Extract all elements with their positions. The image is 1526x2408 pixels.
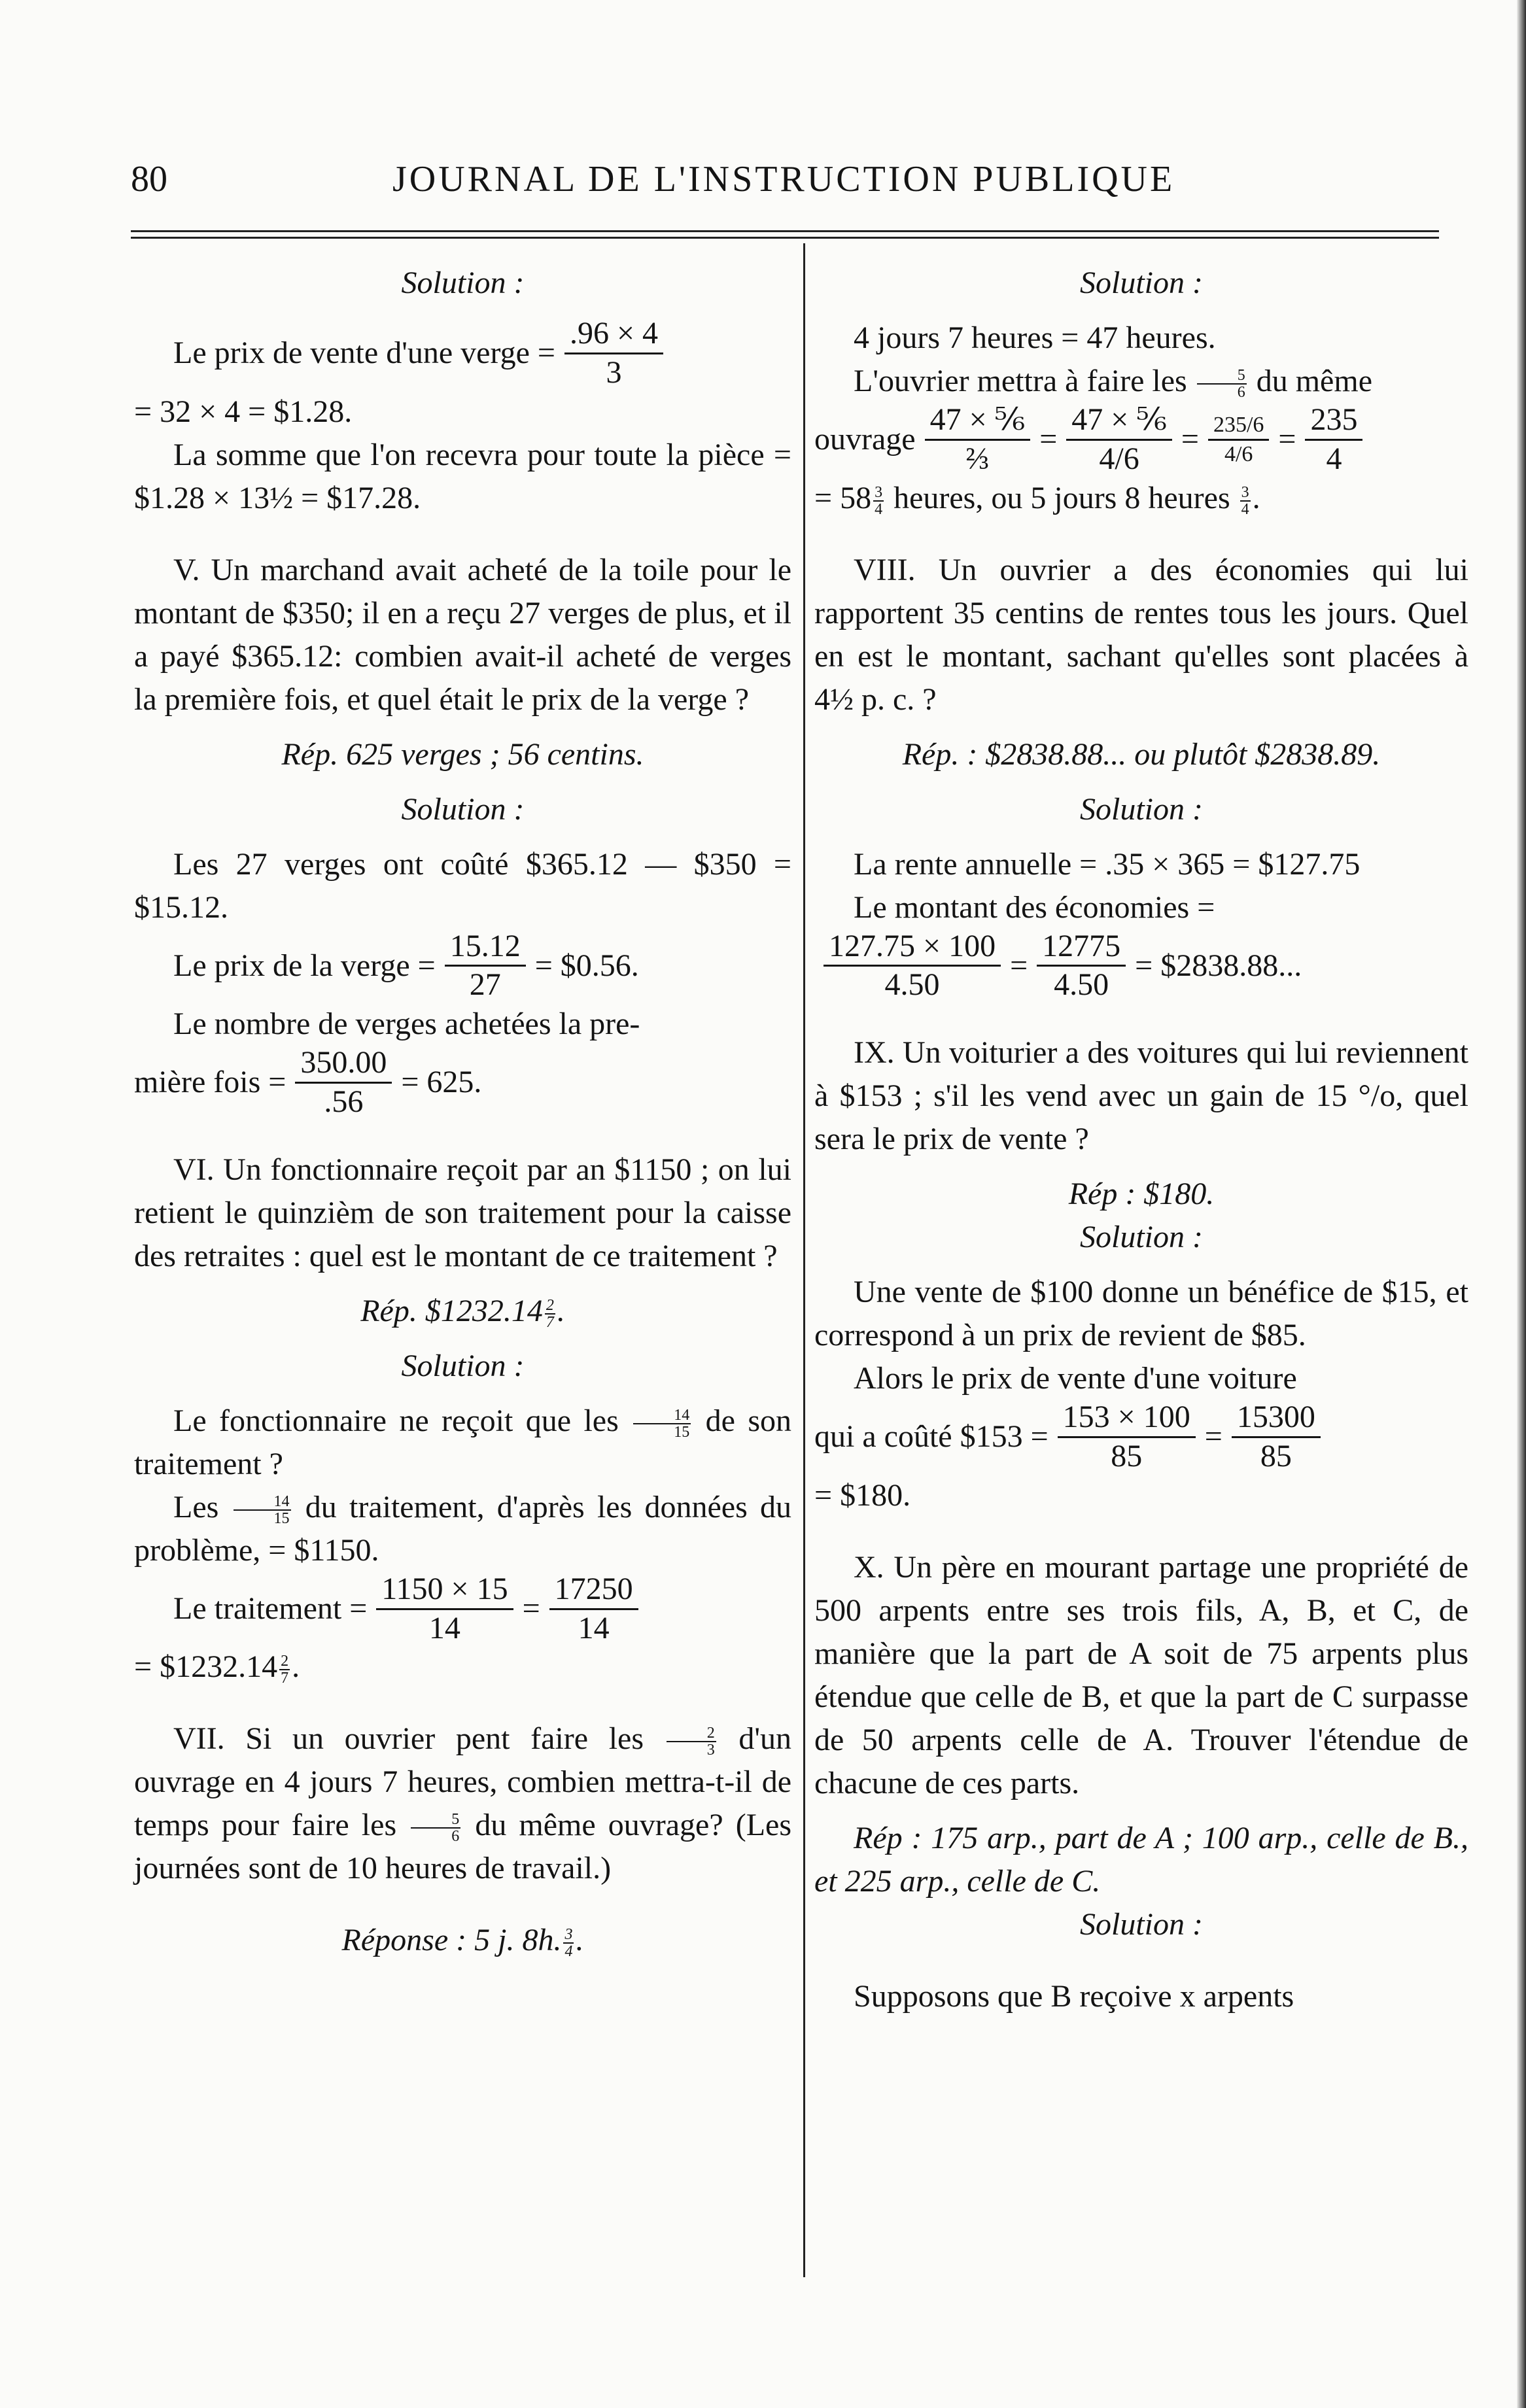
fraction: $\frac{\text{47 × ⅚}}{4/6}$: [1066, 403, 1172, 477]
journal-title: JOURNAL DE L'INSTRUCTION PUBLIQUE: [392, 159, 1175, 199]
solution-heading: Solution :: [1080, 1220, 1203, 1255]
equation-line: qui a coûté $153 = $\frac{153 \times 100}{85}$ = $\frac{15300}{85}$: [814, 1400, 1468, 1474]
text-line: La rente annuelle = .35 × 365 = $127.75: [854, 846, 1361, 882]
fraction: $\frac{12775}{4.50}$: [1037, 929, 1126, 1003]
book-edge-shadow: [1517, 0, 1526, 2408]
fraction: $\frac{153 \times 100}{85}$: [1058, 1400, 1196, 1474]
answer-VII: Réponse : 5 j. 8h. $\frac{3}{4}$ .: [341, 1923, 584, 1961]
fraction: $\frac{15300}{85}$: [1232, 1400, 1321, 1474]
equation-line: Le prix de la verge = $\frac{15.12}{27}$ = $0.56.: [173, 928, 639, 1003]
fraction: $\frac{127.75 \times 100}{4.50}$: [824, 929, 1001, 1003]
text-line: = $1232.14 $\frac{2}{7}$ .: [134, 1649, 300, 1687]
answer-VIII: Rép. : $2838.88... ou plutôt $2838.89.: [902, 736, 1381, 772]
solution-heading: Solution :: [1080, 791, 1203, 827]
answer-VI: Rép. $1232.14 $\frac{2}{7}$ .: [360, 1293, 565, 1331]
equation-line: mière fois = $\frac{350.00}{.56}$ = 625.: [134, 1045, 482, 1119]
text-line: = $180.: [814, 1477, 911, 1513]
header-rule-bottom: [131, 237, 1439, 239]
paragraph: Une vente de $100 donne un bénéfice de $15, et correspond à un prix de revient de $85.: [814, 1275, 1468, 1353]
right-column: [814, 262, 1468, 2018]
paragraph: Les $\frac{14}{15}$ du traitement, d'après les données du problème, = $1150.: [134, 1489, 792, 1568]
equation-line: Le prix de vente d'une verge = $\frac{.96 \times 4}{3}$: [134, 317, 791, 390]
equation-line: Le traitement = $\frac{1150 \times 15}{14}$ = $\frac{17250}{14}$: [134, 1572, 791, 1646]
fraction: $\frac{17250}{14}$: [549, 1572, 638, 1646]
text-line: = 58 $\frac{3}{4}$ heures, ou 5 jours 8 heures $\frac{3}{4}$ .: [814, 480, 1260, 518]
fraction: $\frac{235}{4}$: [1305, 403, 1362, 477]
answer-V: Rép. 625 verges ; 56 centins.: [281, 736, 644, 772]
paragraph: Les 27 verges ont coûté $365.12 — $350 = $15.12.: [134, 846, 791, 925]
fraction: $\frac{235/6}{4/6}$: [1208, 413, 1269, 466]
solution-heading: Solution :: [1080, 1906, 1203, 1942]
solution-heading: Solution :: [401, 1348, 525, 1383]
problem-VII: VII. Si un ouvrier pent faire les $\frac{2}{3}$ d'un ouvrage en 4 jours 7 heures, combien mettra-t-il de temps pour faire les $\frac{5}{6}$ du même ouvrage? (Les journées sont de 10 heures de travail.): [134, 1721, 792, 1886]
problem-V: V. Un marchand avait acheté de la toile pour le montant de $350; il en a reçu 27 verges de plus, et il a payé $365.12: combien avait-il acheté de verges la première fois, et quel était le prix de la verge ?: [134, 552, 791, 717]
fraction: $\frac{350.00}{.56}$: [295, 1046, 392, 1120]
text-line: L'ouvrier mettra à faire les $\frac{5}{6}$ du même: [854, 364, 1372, 401]
paragraph: Le fonctionnaire ne reçoit que les $\frac{14}{15}$ de son traitement ?: [134, 1403, 792, 1481]
text-line: = 32 × 4 = $1.28.: [134, 394, 353, 429]
equation-line: ouvrage $\frac{\text{47 × ⅚}}{\text{⅔}}$ = $\frac{\text{47 × ⅚}}{4/6}$ = $\frac{235/6}{4/6}$ = $\frac{235}{4}$: [814, 403, 1468, 477]
fraction: $\frac{15.12}{27}$: [445, 929, 526, 1003]
page-number: 80: [131, 159, 167, 199]
problem-VIII: VIII. Un ouvrier a des économies qui lui rapportent 35 centins de rentes tous les jours. Quel en est le montant, sachant qu'elles sont placées à 4½ p. c. ?: [814, 552, 1468, 717]
text-line: Le nombre de verges achetées la pre-: [173, 1006, 640, 1042]
header-rule-top: [131, 230, 1439, 232]
solution-heading: Solution :: [401, 266, 525, 300]
fraction: $\frac{\text{47 × ⅚}}{\text{⅔}}$: [925, 403, 1031, 477]
answer-IX: Rép : $180.: [1068, 1177, 1215, 1212]
fraction: $\frac{1150 \times 15}{14}$: [376, 1572, 513, 1646]
problem-VI: VI. Un fonctionnaire reçoit par an $1150 ; on lui retient le quinzièm de son traitement pour la caisse des retraites : quel est le montant de ce traitement ?: [134, 1152, 791, 1273]
text-line: 4 jours 7 heures = 47 heures.: [854, 320, 1216, 355]
text-line: Alors le prix de vente d'une voiture: [854, 1361, 1297, 1396]
problem-IX: IX. Un voiturier a des voitures qui lui reviennent à $153 ; s'il les vend avec un gain de 15 °/o, quel sera le prix de vente ?: [814, 1035, 1468, 1157]
solution-heading: Solution :: [401, 791, 525, 827]
problem-X: X. Un père en mourant partage une propriété de 500 arpents entre ses trois fils, A, B, et C, de manière que la part de A soit de 75 arpents plus étendue que celle de B, et que la part de C surpasse de 50 arpents celle de A. Trouver l'étendue de chacune de ces parts.: [814, 1549, 1468, 1800]
column-divider: [803, 243, 805, 2277]
text-line: Le montant des économies =: [854, 889, 1215, 925]
left-column: [134, 262, 791, 1962]
text-line: Supposons que B reçoive x arpents: [854, 1978, 1294, 2014]
paragraph: La somme que l'on recevra pour toute la pièce = $1.28 × 13½ = $17.28.: [134, 437, 791, 515]
equation-line: $\frac{127.75 \times 100}{4.50}$ = $\frac{12775}{4.50}$ = $2838.88...: [814, 929, 1468, 1003]
fraction: $\frac{.96 \times 4}{3}$: [564, 317, 663, 390]
solution-heading: Solution :: [1080, 266, 1203, 300]
answer-X: Rép : 175 arp., part de A ; 100 arp., celle de B., et 225 arp., celle de C.: [814, 1820, 1468, 1899]
page-header: [131, 158, 1439, 211]
